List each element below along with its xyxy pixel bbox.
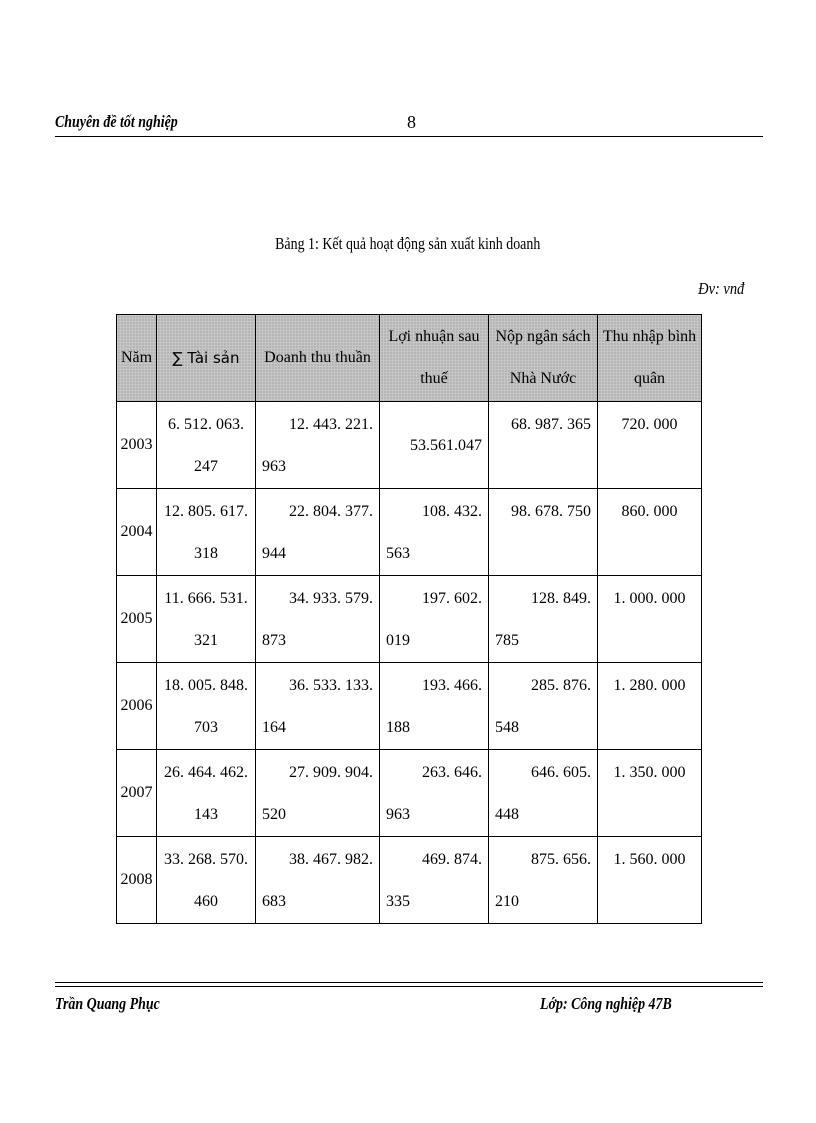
income-cell: 1. 000. 000 <box>598 576 702 663</box>
revenue-cell: 38. 467. 982. 683 <box>256 837 380 924</box>
table-header-row <box>117 315 702 402</box>
year-cell: 2005 <box>117 576 157 663</box>
profit-cell: 53.561.047 <box>380 402 489 489</box>
year-cell: 2008 <box>117 837 157 924</box>
income-cell: 860. 000 <box>598 489 702 576</box>
tax-cell: 128. 849. 785 <box>489 576 598 663</box>
author-name: Trần Quang Phục <box>55 994 160 1013</box>
revenue-cell: 12. 443. 221. 963 <box>256 402 380 489</box>
table-row <box>117 750 702 837</box>
assets-cell: 26. 464. 462. 143 <box>157 750 256 837</box>
profit-cell: 469. 874. 335 <box>380 837 489 924</box>
page-header <box>55 110 763 138</box>
income-cell: 1. 560. 000 <box>598 837 702 924</box>
header-divider <box>55 136 763 137</box>
tax-cell: 875. 656. 210 <box>489 837 598 924</box>
header-income: Thu nhập bình quân <box>598 315 702 402</box>
revenue-cell: 34. 933. 579. 873 <box>256 576 380 663</box>
year-cell: 2007 <box>117 750 157 837</box>
revenue-cell: 27. 909. 904. 520 <box>256 750 380 837</box>
unit-label: Đv: vnđ <box>697 279 744 298</box>
revenue-cell: 36. 533. 133. 164 <box>256 663 380 750</box>
header-tax: Nộp ngân sách Nhà Nước <box>489 315 598 402</box>
footer-divider-thin <box>55 986 763 987</box>
year-cell: 2003 <box>117 402 157 489</box>
table-row <box>117 837 702 924</box>
business-results-table <box>116 314 702 924</box>
table-row <box>117 663 702 750</box>
footer-divider <box>55 982 763 983</box>
document-title: Chuyên đề tốt nghiệp <box>55 112 178 131</box>
table-caption: Bảng 1: Kết quả hoạt động sản xuất kinh doanh <box>275 234 541 253</box>
table-row <box>117 489 702 576</box>
assets-cell: 33. 268. 570. 460 <box>157 837 256 924</box>
tax-cell: 98. 678. 750 <box>489 489 598 576</box>
table-row <box>117 402 702 489</box>
tax-cell: 646. 605. 448 <box>489 750 598 837</box>
income-cell: 720. 000 <box>598 402 702 489</box>
profit-cell: 108. 432. 563 <box>380 489 489 576</box>
header-revenue: Doanh thu thuần <box>256 315 380 402</box>
assets-cell: 12. 805. 617. 318 <box>157 489 256 576</box>
class-label: Lớp: Công nghiệp 47B <box>540 994 672 1013</box>
year-cell: 2006 <box>117 663 157 750</box>
profit-cell: 197. 602. 019 <box>380 576 489 663</box>
assets-cell: 18. 005. 848. 703 <box>157 663 256 750</box>
income-cell: 1. 280. 000 <box>598 663 702 750</box>
page-number: 8 <box>407 112 416 132</box>
assets-cell: 11. 666. 531. 321 <box>157 576 256 663</box>
tax-cell: 285. 876. 548 <box>489 663 598 750</box>
revenue-cell: 22. 804. 377. 944 <box>256 489 380 576</box>
header-assets: ∑ Tài sản <box>157 315 256 402</box>
assets-cell: 6. 512. 063. 247 <box>157 402 256 489</box>
profit-cell: 193. 466. 188 <box>380 663 489 750</box>
profit-cell: 263. 646. 963 <box>380 750 489 837</box>
income-cell: 1. 350. 000 <box>598 750 702 837</box>
table-row <box>117 576 702 663</box>
tax-cell: 68. 987. 365 <box>489 402 598 489</box>
header-year: Năm <box>117 315 157 402</box>
year-cell: 2004 <box>117 489 157 576</box>
header-profit: Lợi nhuận sau thuế <box>380 315 489 402</box>
